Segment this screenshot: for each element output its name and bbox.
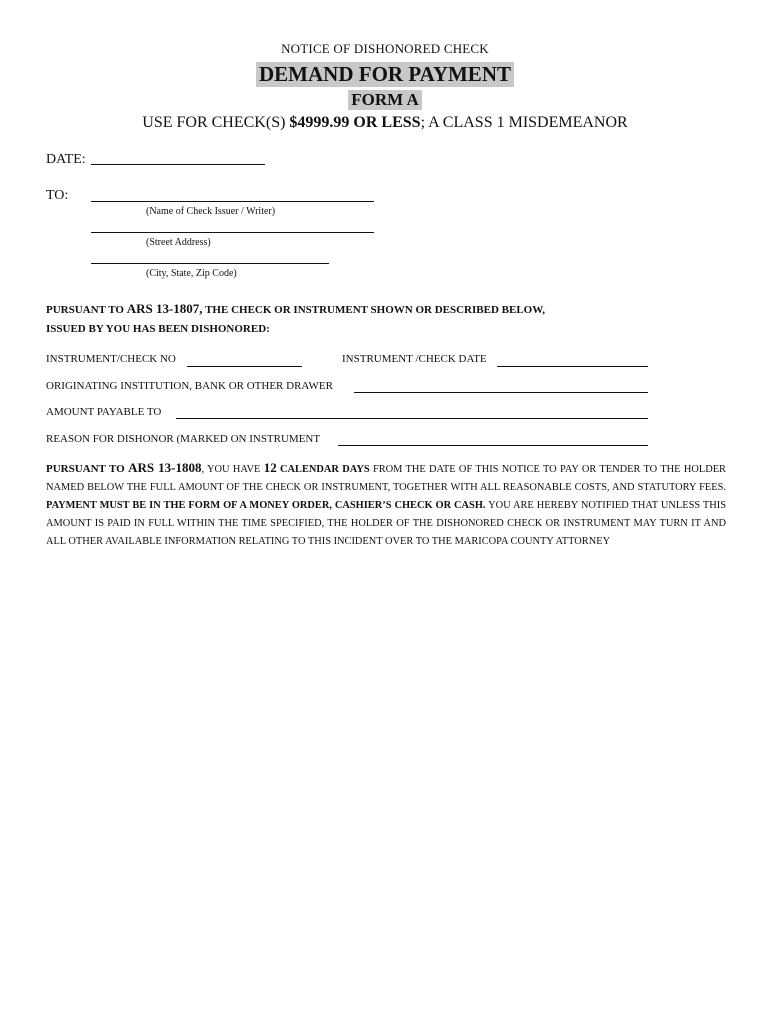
calendar-days-number: 12 — [263, 460, 277, 475]
date-field[interactable] — [91, 164, 265, 165]
date-label: DATE: — [46, 152, 86, 167]
check-no-field[interactable] — [187, 366, 302, 367]
street-field[interactable] — [91, 232, 374, 233]
to-label: TO: — [46, 188, 69, 203]
city-field[interactable] — [91, 263, 329, 264]
reason-field[interactable] — [338, 445, 648, 446]
pursuant-1808-mid2: FROM THE DATE OF THIS NOTICE TO PAY OR TENDER TO THE HOLDER NAMED BELOW THE FULL AMOUNT OF THE CHECK OR INSTRUMENT, TOGETHER WITH ALL REASONABLE COSTS, AND STATUTORY FEES. — [46, 464, 726, 493]
pursuant-1807-statute: ARS 13-1807, — [126, 301, 203, 316]
payment-form-end: . — [482, 500, 486, 511]
pursuant-1807-line2: ISSUED BY YOU HAS BEEN DISHONORED: — [46, 323, 270, 335]
pursuant-1808-statute: ARS 13-1808 — [128, 460, 202, 475]
use-post: ; A CLASS 1 MISDEMEANOR — [420, 114, 628, 131]
pursuant-1807-paragraph — [46, 300, 545, 338]
pursuant-1808-mid1: , YOU HAVE — [201, 464, 264, 475]
pursuant-1807-post: THE CHECK OR INSTRUMENT SHOWN OR DESCRIBED BELOW, — [202, 304, 545, 316]
county-attorney-notice: YOU ARE HEREBY NOTIFIED THAT UNLESS THIS AMOUNT IS PAID IN FULL WITHIN THE TIME SPECIFIED, THE HOLDER OF THE DISHONORED CHECK OR INSTRUMENT MAY TURN IT AND ALL OTHER AVAILABLE INFORMATION RELATING TO THIS INCIDENT OVER TO THE MARICOPA COUNTY ATTORNEY — [46, 500, 726, 547]
pursuant-1807-pre: PURSUANT TO — [46, 304, 127, 316]
amount-field[interactable] — [176, 418, 648, 419]
payment-form-text: PAYMENT MUST BE IN THE FORM OF A MONEY ORDER, CASHIER’S CHECK OR CASH — [46, 500, 483, 511]
check-date-label: INSTRUMENT /CHECK DATE — [342, 353, 487, 365]
originating-field[interactable] — [354, 392, 648, 393]
name-field[interactable] — [91, 201, 374, 202]
use-amount: $4999.99 OR LESS — [289, 114, 421, 131]
demand-title-text: DEMAND FOR PAYMENT — [256, 62, 514, 87]
check-date-field[interactable] — [497, 366, 648, 367]
notice-heading: NOTICE OF DISHONORED CHECK — [281, 41, 489, 56]
use-subtitle — [0, 114, 770, 132]
calendar-days-text: CALENDAR DAYS — [276, 464, 370, 475]
check-no-label: INSTRUMENT/CHECK NO — [46, 353, 176, 365]
demand-title — [0, 62, 770, 87]
amount-label: AMOUNT PAYABLE TO — [46, 406, 162, 418]
pursuant-1808-pre: PURSUANT TO — [46, 463, 129, 475]
pursuant-1808-paragraph — [46, 459, 726, 551]
form-title — [0, 90, 770, 110]
city-caption: (City, State, Zip Code) — [146, 268, 237, 279]
name-caption: (Name of Check Issuer / Writer) — [146, 206, 276, 217]
reason-label: REASON FOR DISHONOR (MARKED ON INSTRUMENT — [46, 433, 321, 445]
originating-label: ORIGINATING INSTITUTION, BANK OR OTHER DRAWER — [46, 380, 333, 392]
form-title-text: FORM A — [348, 90, 422, 110]
use-pre: USE FOR CHECK(S) — [142, 114, 290, 131]
street-caption: (Street Address) — [146, 237, 211, 248]
